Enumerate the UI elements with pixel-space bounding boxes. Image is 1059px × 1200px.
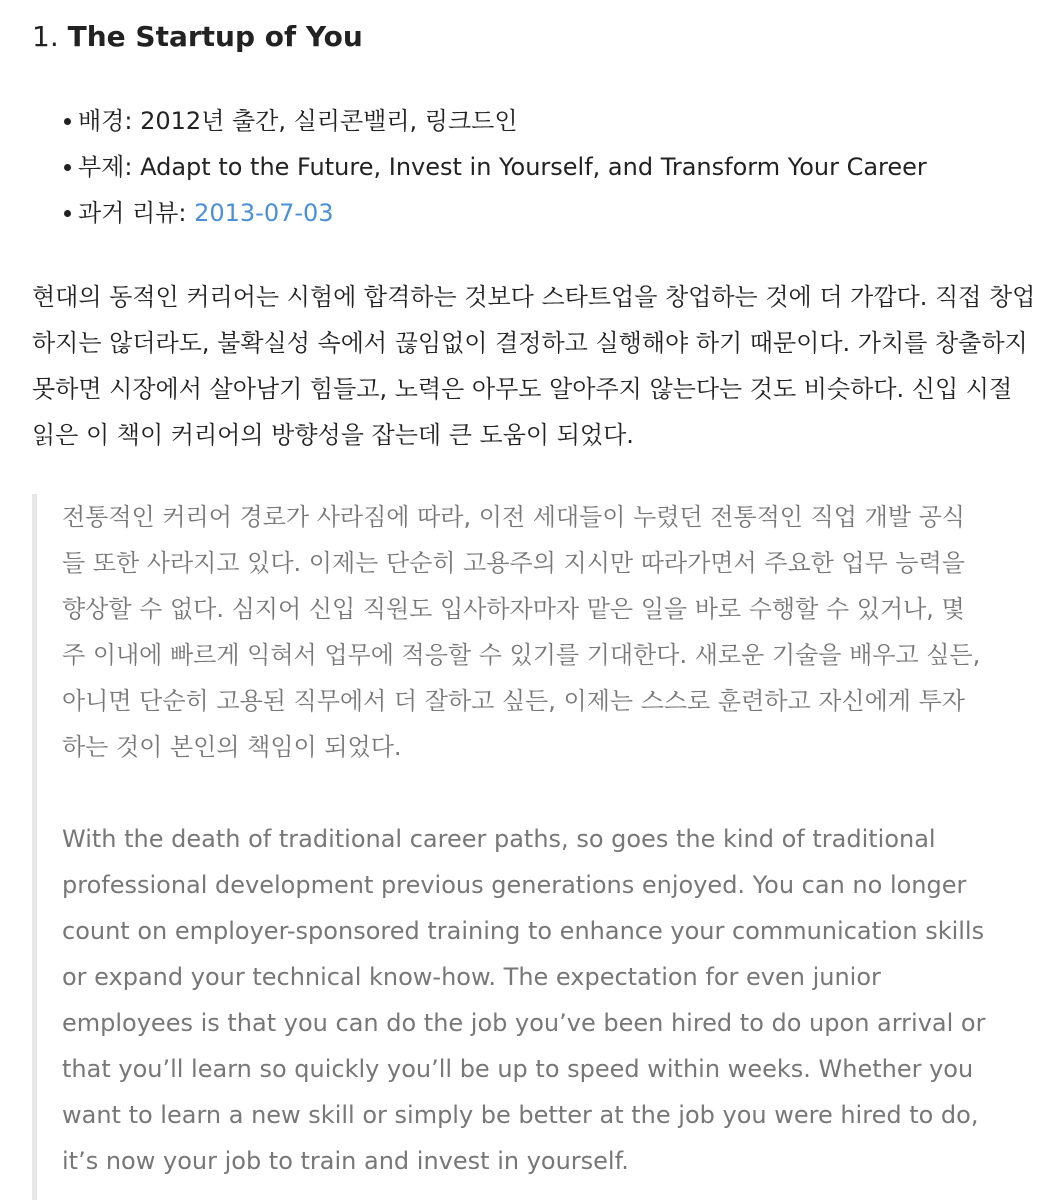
list-item-subtitle [78,144,927,190]
list-item-text: 2012년 출간, 실리콘밸리, 링크드인 [140,107,518,135]
list-item-label: 배경: [78,107,133,135]
quote-english: With the death of traditional career paths, so goes the kind of traditional professional development previous generations enjoyed. You can no longer count on employer-sponsored training to enhance your communication skills or expand your technical know-how. The expectation for even junior employees is that you can do the job you’ve been hired to do upon arrival or that you’ll learn so quickly you’ll be up to speed within weeks. Whether you want to learn a new skill or simply be better at the job you were hired to do, it’s now your job to train and invest in yourself. [62,825,986,1175]
list-item-text: Adapt to the Future, Invest in Yourself, and Transform Your Career [140,153,927,181]
info-list [78,98,927,236]
body-paragraph: 현대의 동적인 커리어는 시험에 합격하는 것보다 스타트업을 창업하는 것에 더 가깝다. 직접 창업하지는 않더라도, 불확실성 속에서 끊임없이 결정하고 실행해야 하기 때문이다. 가치를 창출하지 못하면 시장에서 살아남기 힘들고, 노력은 아무도 알아주지 않는다는 것도 비슷하다. 신입 시절 읽은 이 책이 커리어의 방향성을 잡는데 큰 도움이 되었다. [32,283,1036,449]
blockquote [32,494,1042,1200]
quote-korean: 전통적인 커리어 경로가 사라짐에 따라, 이전 세대들이 누렸던 전통적인 직업 개발 공식들 또한 사라지고 있다. 이제는 단순히 고용주의 지시만 따라가면서 주요한 업무 능력을 향상할 수 없다. 심지어 신입 직원도 입사하자마자 맡은 일을 바로 수행할 수 있거나, 몇 주 이내에 빠르게 익혀서 업무에 적응할 수 있기를 기대한다. 새로운 기술을 배우고 싶든, 아니면 단순히 고용된 직무에서 더 잘하고 싶든, 이제는 스스로 훈련하고 자신에게 투자하는 것이 본인의 책임이 되었다. [62,503,981,761]
list-item-background [78,98,927,144]
heading-title: The Startup of You [67,20,363,53]
list-item-label: 과거 리뷰: [78,199,187,227]
heading-number: 1. [32,20,59,53]
section-heading [32,18,363,56]
list-item-past-review [78,190,927,236]
past-review-link[interactable]: 2013-07-03 [194,199,334,227]
list-item-label: 부제: [78,153,133,181]
